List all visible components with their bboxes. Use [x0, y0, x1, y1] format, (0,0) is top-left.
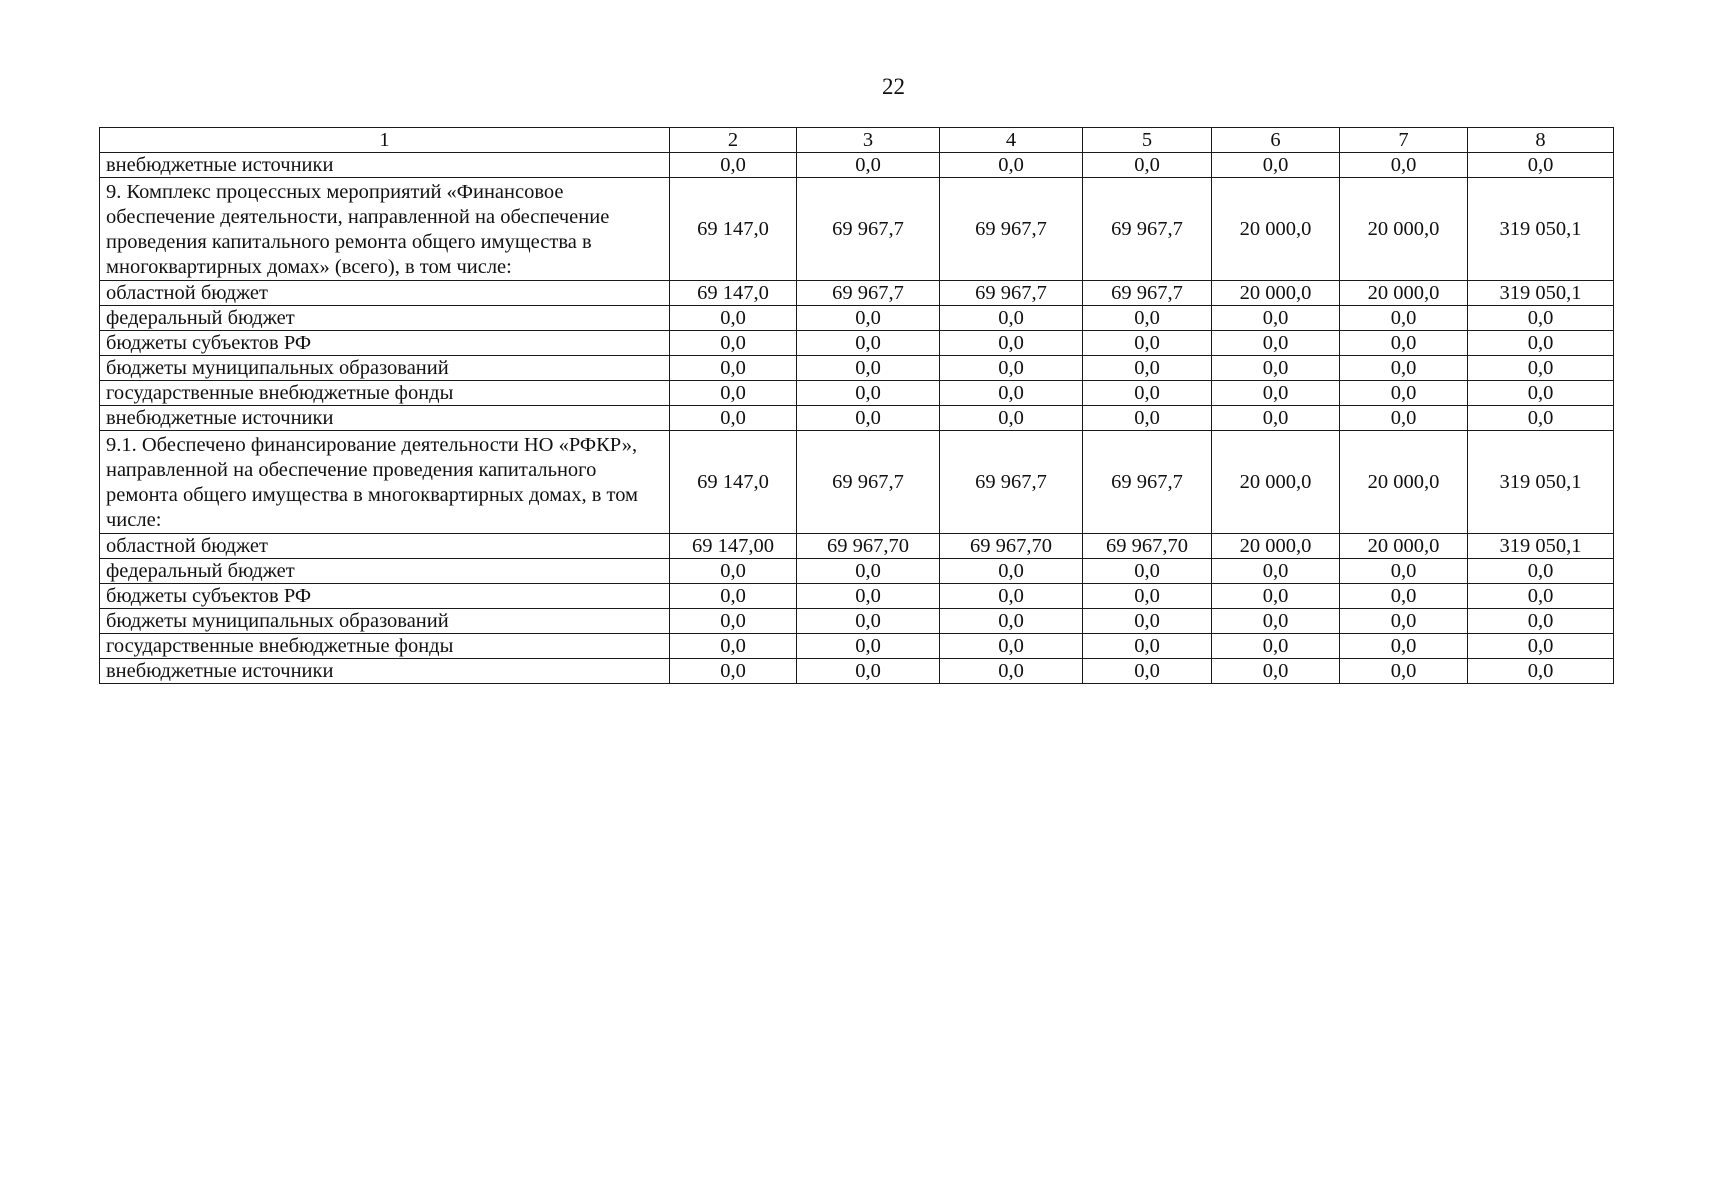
cell-value: 0,0: [670, 559, 797, 584]
row-label: федеральный бюджет: [100, 306, 670, 331]
column-header: 4: [940, 128, 1083, 153]
cell-value: 69 967,7: [1083, 431, 1212, 534]
cell-value: 0,0: [1212, 659, 1340, 684]
cell-value: 0,0: [1212, 331, 1340, 356]
cell-value: 0,0: [797, 609, 940, 634]
table-row: [100, 609, 1614, 634]
cell-value: 0,0: [1083, 559, 1212, 584]
table-row: [100, 306, 1614, 331]
table-header-row: [100, 128, 1614, 153]
cell-value: 69 147,0: [670, 178, 797, 281]
cell-value: 0,0: [1340, 406, 1468, 431]
cell-value: 0,0: [797, 559, 940, 584]
cell-value: 0,0: [940, 609, 1083, 634]
cell-value: 20 000,0: [1340, 178, 1468, 281]
cell-value: 0,0: [940, 153, 1083, 178]
cell-value: 0,0: [1212, 306, 1340, 331]
cell-value: 0,0: [1340, 609, 1468, 634]
table-row: [100, 584, 1614, 609]
cell-value: 0,0: [1083, 659, 1212, 684]
cell-value: 0,0: [797, 331, 940, 356]
cell-value: 0,0: [1212, 406, 1340, 431]
cell-value: 0,0: [940, 559, 1083, 584]
budget-table: [99, 127, 1614, 684]
table-row: [100, 659, 1614, 684]
cell-value: 0,0: [940, 659, 1083, 684]
cell-value: 20 000,0: [1340, 431, 1468, 534]
column-header: 2: [670, 128, 797, 153]
subsection-title: 9.1. Обеспечено финансирование деятельности НО «РФКР», направленной на обеспечение проведения капитального ремонта общего имущества в многоквартирных домах, в том числе:: [100, 431, 670, 534]
column-header: 6: [1212, 128, 1340, 153]
cell-value: 319 050,1: [1468, 178, 1614, 281]
row-label: бюджеты субъектов РФ: [100, 584, 670, 609]
cell-value: 0,0: [1340, 584, 1468, 609]
row-label: бюджеты муниципальных образований: [100, 609, 670, 634]
row-label: государственные внебюджетные фонды: [100, 634, 670, 659]
cell-value: 0,0: [797, 406, 940, 431]
cell-value: 0,0: [1340, 634, 1468, 659]
cell-value: 0,0: [940, 381, 1083, 406]
cell-value: 0,0: [797, 634, 940, 659]
cell-value: 20 000,0: [1212, 431, 1340, 534]
cell-value: 0,0: [1340, 153, 1468, 178]
cell-value: 0,0: [797, 153, 940, 178]
cell-value: 69 967,7: [940, 431, 1083, 534]
cell-value: 0,0: [1212, 584, 1340, 609]
cell-value: 0,0: [1340, 356, 1468, 381]
cell-value: 69 967,7: [797, 431, 940, 534]
row-label: внебюджетные источники: [100, 153, 670, 178]
cell-value: 69 967,7: [797, 281, 940, 306]
cell-value: 20 000,0: [1212, 534, 1340, 559]
cell-value: 0,0: [1083, 406, 1212, 431]
cell-value: 0,0: [670, 306, 797, 331]
column-header: 8: [1468, 128, 1614, 153]
cell-value: 69 967,7: [797, 178, 940, 281]
cell-value: 0,0: [1083, 634, 1212, 659]
cell-value: 0,0: [670, 153, 797, 178]
cell-value: 0,0: [1468, 659, 1614, 684]
cell-value: 0,0: [797, 659, 940, 684]
cell-value: 69 147,00: [670, 534, 797, 559]
cell-value: 0,0: [940, 331, 1083, 356]
cell-value: 20 000,0: [1340, 534, 1468, 559]
cell-value: 69 967,70: [940, 534, 1083, 559]
cell-value: 0,0: [1468, 331, 1614, 356]
cell-value: 0,0: [670, 659, 797, 684]
cell-value: 69 967,70: [1083, 534, 1212, 559]
cell-value: 0,0: [797, 584, 940, 609]
cell-value: 0,0: [1212, 609, 1340, 634]
cell-value: 0,0: [1212, 356, 1340, 381]
cell-value: 0,0: [940, 306, 1083, 331]
cell-value: 0,0: [1468, 406, 1614, 431]
cell-value: 0,0: [1468, 306, 1614, 331]
table-row: [100, 153, 1614, 178]
section-title: 9. Комплекс процессных мероприятий «Финансовое обеспечение деятельности, направленной на обеспечение проведения капитального ремонта общего имущества в многоквартирных домах» (всего), в том числе:: [100, 178, 670, 281]
cell-value: 0,0: [1468, 381, 1614, 406]
cell-value: 69 967,7: [1083, 281, 1212, 306]
cell-value: 0,0: [1083, 153, 1212, 178]
cell-value: 0,0: [670, 381, 797, 406]
row-label: внебюджетные источники: [100, 406, 670, 431]
cell-value: 0,0: [940, 584, 1083, 609]
table-row: [100, 356, 1614, 381]
cell-value: 0,0: [1212, 559, 1340, 584]
cell-value: 0,0: [670, 609, 797, 634]
cell-value: 0,0: [1340, 559, 1468, 584]
table-row: [100, 534, 1614, 559]
cell-value: 0,0: [940, 406, 1083, 431]
table-row: [100, 559, 1614, 584]
cell-value: 0,0: [1468, 634, 1614, 659]
row-label: областной бюджет: [100, 534, 670, 559]
cell-value: 0,0: [1083, 356, 1212, 381]
cell-value: 0,0: [670, 356, 797, 381]
cell-value: 319 050,1: [1468, 534, 1614, 559]
cell-value: 20 000,0: [1340, 281, 1468, 306]
page-number: 22: [882, 74, 905, 99]
cell-value: 0,0: [1083, 331, 1212, 356]
cell-value: 0,0: [1468, 153, 1614, 178]
row-label: внебюджетные источники: [100, 659, 670, 684]
column-header: 1: [100, 128, 670, 153]
column-header: 5: [1083, 128, 1212, 153]
column-header: 3: [797, 128, 940, 153]
row-label: бюджеты муниципальных образований: [100, 356, 670, 381]
cell-value: 0,0: [1340, 381, 1468, 406]
cell-value: 0,0: [670, 584, 797, 609]
cell-value: 69 967,70: [797, 534, 940, 559]
cell-value: 0,0: [670, 331, 797, 356]
cell-value: 0,0: [1083, 306, 1212, 331]
cell-value: 0,0: [1468, 559, 1614, 584]
cell-value: 0,0: [1340, 331, 1468, 356]
cell-value: 319 050,1: [1468, 281, 1614, 306]
cell-value: 0,0: [797, 381, 940, 406]
cell-value: 0,0: [797, 356, 940, 381]
cell-value: 0,0: [1083, 609, 1212, 634]
cell-value: 0,0: [797, 306, 940, 331]
cell-value: 0,0: [1083, 584, 1212, 609]
table-row: [100, 406, 1614, 431]
column-header: 7: [1340, 128, 1468, 153]
cell-value: 0,0: [1212, 634, 1340, 659]
table-row: [100, 634, 1614, 659]
cell-value: 20 000,0: [1212, 178, 1340, 281]
table-row: [100, 281, 1614, 306]
table-row: [100, 331, 1614, 356]
cell-value: 0,0: [1468, 356, 1614, 381]
table-row-section-total: [100, 178, 1614, 281]
cell-value: 20 000,0: [1212, 281, 1340, 306]
cell-value: 0,0: [670, 634, 797, 659]
row-label: областной бюджет: [100, 281, 670, 306]
row-label: федеральный бюджет: [100, 559, 670, 584]
cell-value: 0,0: [1212, 381, 1340, 406]
cell-value: 69 967,7: [940, 281, 1083, 306]
cell-value: 0,0: [940, 356, 1083, 381]
table-row: [100, 381, 1614, 406]
cell-value: 69 147,0: [670, 281, 797, 306]
row-label: бюджеты субъектов РФ: [100, 331, 670, 356]
cell-value: 69 147,0: [670, 431, 797, 534]
cell-value: 319 050,1: [1468, 431, 1614, 534]
cell-value: 0,0: [1340, 306, 1468, 331]
table-row-subsection-total: [100, 431, 1614, 534]
cell-value: 0,0: [1340, 659, 1468, 684]
cell-value: 69 967,7: [940, 178, 1083, 281]
cell-value: 0,0: [1468, 609, 1614, 634]
cell-value: 0,0: [1212, 153, 1340, 178]
cell-value: 0,0: [1468, 584, 1614, 609]
row-label: государственные внебюджетные фонды: [100, 381, 670, 406]
cell-value: 0,0: [670, 406, 797, 431]
cell-value: 0,0: [1083, 381, 1212, 406]
cell-value: 69 967,7: [1083, 178, 1212, 281]
cell-value: 0,0: [940, 634, 1083, 659]
